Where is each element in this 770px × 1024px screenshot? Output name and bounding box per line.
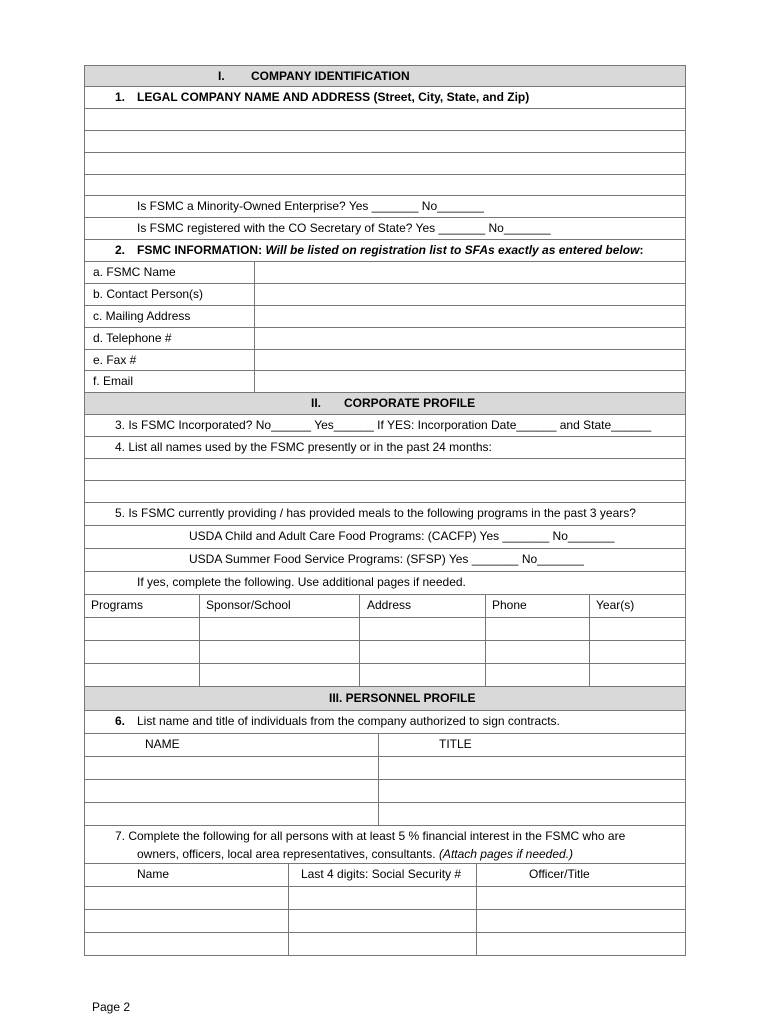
section-3-title: III. PERSONNEL PROFILE: [329, 691, 476, 705]
table-row: [84, 910, 686, 933]
phone-cell[interactable]: [485, 641, 589, 663]
page-number: Page 2: [92, 1000, 131, 1014]
col-ssn: Last 4 digits: Social Security #: [301, 867, 462, 881]
cacfp-row: [84, 526, 686, 549]
item-6-number: 6.: [115, 714, 126, 728]
sfsp-question: USDA Summer Food Service Programs: (SFSP) Yes _______ No_______: [189, 552, 584, 566]
item-6-row: [84, 711, 686, 734]
telephone-field[interactable]: [254, 328, 685, 349]
item-3-incorporated-question: 3. Is FSMC Incorporated? No______ Yes______ If YES: Incorporation Date______ and State______: [115, 418, 652, 432]
fsmc-form: [84, 65, 686, 956]
contact-person-row: [84, 284, 686, 306]
item-3-row: [84, 415, 686, 437]
col-address: Address: [367, 598, 412, 612]
section-1-number: I.: [218, 69, 225, 83]
address-line-1[interactable]: [84, 109, 686, 131]
ssn-cell[interactable]: [288, 933, 476, 955]
item-7-note: (Attach pages if needed.): [438, 847, 574, 861]
fax-label: e. Fax #: [93, 353, 137, 367]
section-2-title: CORPORATE PROFILE: [344, 396, 476, 410]
program-cell[interactable]: [85, 618, 199, 640]
col-officer-title: Officer/Title: [529, 867, 590, 881]
item-5-row: [84, 503, 686, 526]
contact-person-label: b. Contact Person(s): [93, 287, 204, 301]
item-2-colon: :: [639, 243, 644, 257]
table-row: [84, 618, 686, 641]
fsmc-name-field[interactable]: [254, 262, 685, 283]
signer-name-cell[interactable]: [85, 780, 378, 802]
program-cell[interactable]: [85, 664, 199, 686]
if-yes-row: [84, 572, 686, 595]
section-1-title: COMPANY IDENTIFICATION: [251, 69, 410, 83]
names-line-2[interactable]: [84, 481, 686, 503]
telephone-label: d. Telephone #: [93, 331, 172, 345]
interest-name-cell[interactable]: [85, 887, 288, 909]
col-interest-name: Name: [137, 867, 170, 881]
item-1-number: 1.: [115, 90, 126, 104]
item-2-number: 2.: [115, 243, 126, 257]
item-7-line-1: 7. Complete the following for all persons with at least 5 % financial interest in the FSMC who are: [115, 829, 626, 843]
years-cell[interactable]: [589, 641, 685, 663]
item-5-programs-question: 5. Is FSMC currently providing / has provided meals to the following programs in the past 3 years?: [115, 506, 636, 520]
names-line-1[interactable]: [84, 459, 686, 481]
table-row: [84, 803, 686, 826]
sponsor-cell[interactable]: [199, 664, 359, 686]
programs-header-row: [84, 595, 686, 618]
years-cell[interactable]: [589, 618, 685, 640]
signer-header-row: [84, 734, 686, 757]
section-1-header: [84, 65, 686, 87]
table-row: [84, 757, 686, 780]
address-cell[interactable]: [359, 664, 485, 686]
sponsor-cell[interactable]: [199, 641, 359, 663]
section-3-header: [84, 687, 686, 711]
signer-title-cell[interactable]: [378, 780, 685, 802]
phone-cell[interactable]: [485, 664, 589, 686]
mailing-address-row: [84, 306, 686, 328]
table-row: [84, 887, 686, 910]
fax-row: [84, 350, 686, 371]
if-yes-instruction: If yes, complete the following. Use additional pages if needed.: [137, 575, 466, 589]
minority-question: Is FSMC a Minority-Owned Enterprise? Yes _______ No_______: [137, 199, 484, 213]
program-cell[interactable]: [85, 641, 199, 663]
signer-name-cell[interactable]: [85, 757, 378, 779]
cacfp-question: USDA Child and Adult Care Food Programs: (CACFP) Yes _______ No_______: [189, 529, 615, 543]
item-6-question: List name and title of individuals from the company authorized to sign contracts.: [137, 714, 560, 728]
ssn-cell[interactable]: [288, 910, 476, 932]
sfsp-row: [84, 549, 686, 572]
table-row: [84, 933, 686, 956]
officer-title-cell[interactable]: [476, 887, 685, 909]
col-years: Year(s): [596, 598, 635, 612]
minority-question-row: [84, 196, 686, 218]
address-line-4[interactable]: [84, 175, 686, 196]
address-cell[interactable]: [359, 641, 485, 663]
email-label: f. Email: [93, 374, 134, 388]
interest-name-cell[interactable]: [85, 910, 288, 932]
item-7-line-2: owners, officers, local area representatives, consultants.: [137, 847, 436, 861]
fsmc-name-label: a. FSMC Name: [93, 265, 176, 279]
contact-person-field[interactable]: [254, 284, 685, 305]
mailing-address-label: c. Mailing Address: [93, 309, 191, 323]
table-row: [84, 641, 686, 664]
registered-question-row: [84, 218, 686, 240]
table-row: [84, 780, 686, 803]
address-cell[interactable]: [359, 618, 485, 640]
col-title: TITLE: [439, 737, 472, 751]
item-4-names-question: 4. List all names used by the FSMC presently or in the past 24 months:: [115, 440, 492, 454]
interest-name-cell[interactable]: [85, 933, 288, 955]
address-line-3[interactable]: [84, 153, 686, 175]
ssn-cell[interactable]: [288, 887, 476, 909]
officer-title-cell[interactable]: [476, 933, 685, 955]
sponsor-cell[interactable]: [199, 618, 359, 640]
section-2-number: II.: [311, 396, 322, 410]
mailing-address-field[interactable]: [254, 306, 685, 327]
email-row: [84, 371, 686, 393]
col-name: NAME: [145, 737, 180, 751]
table-row: [84, 664, 686, 687]
item-7-row: [84, 826, 686, 864]
item-2-label: FSMC INFORMATION:: [137, 243, 263, 257]
interest-header-row: [84, 864, 686, 887]
registered-question: Is FSMC registered with the CO Secretary of State? Yes _______ No_______: [137, 221, 551, 235]
years-cell[interactable]: [589, 664, 685, 686]
signer-title-cell[interactable]: [378, 757, 685, 779]
fax-field[interactable]: [254, 350, 685, 370]
address-line-2[interactable]: [84, 131, 686, 153]
item-2-note: Will be listed on registration list to SFAs exactly as entered below: [265, 243, 640, 257]
item-4-row: [84, 437, 686, 459]
signer-title-cell[interactable]: [378, 803, 685, 825]
item-1-label-row: [84, 87, 686, 109]
email-field[interactable]: [254, 371, 685, 392]
section-2-header: [84, 393, 686, 415]
officer-title-cell[interactable]: [476, 910, 685, 932]
signer-name-cell[interactable]: [85, 803, 378, 825]
col-programs: Programs: [91, 598, 144, 612]
phone-cell[interactable]: [485, 618, 589, 640]
fsmc-name-row: [84, 262, 686, 284]
col-phone: Phone: [492, 598, 527, 612]
item-1-label: LEGAL COMPANY NAME AND ADDRESS (Street, City, State, and Zip): [137, 90, 530, 104]
col-sponsor-school: Sponsor/School: [206, 598, 291, 612]
telephone-row: [84, 328, 686, 350]
item-2-label-row: [84, 240, 686, 262]
